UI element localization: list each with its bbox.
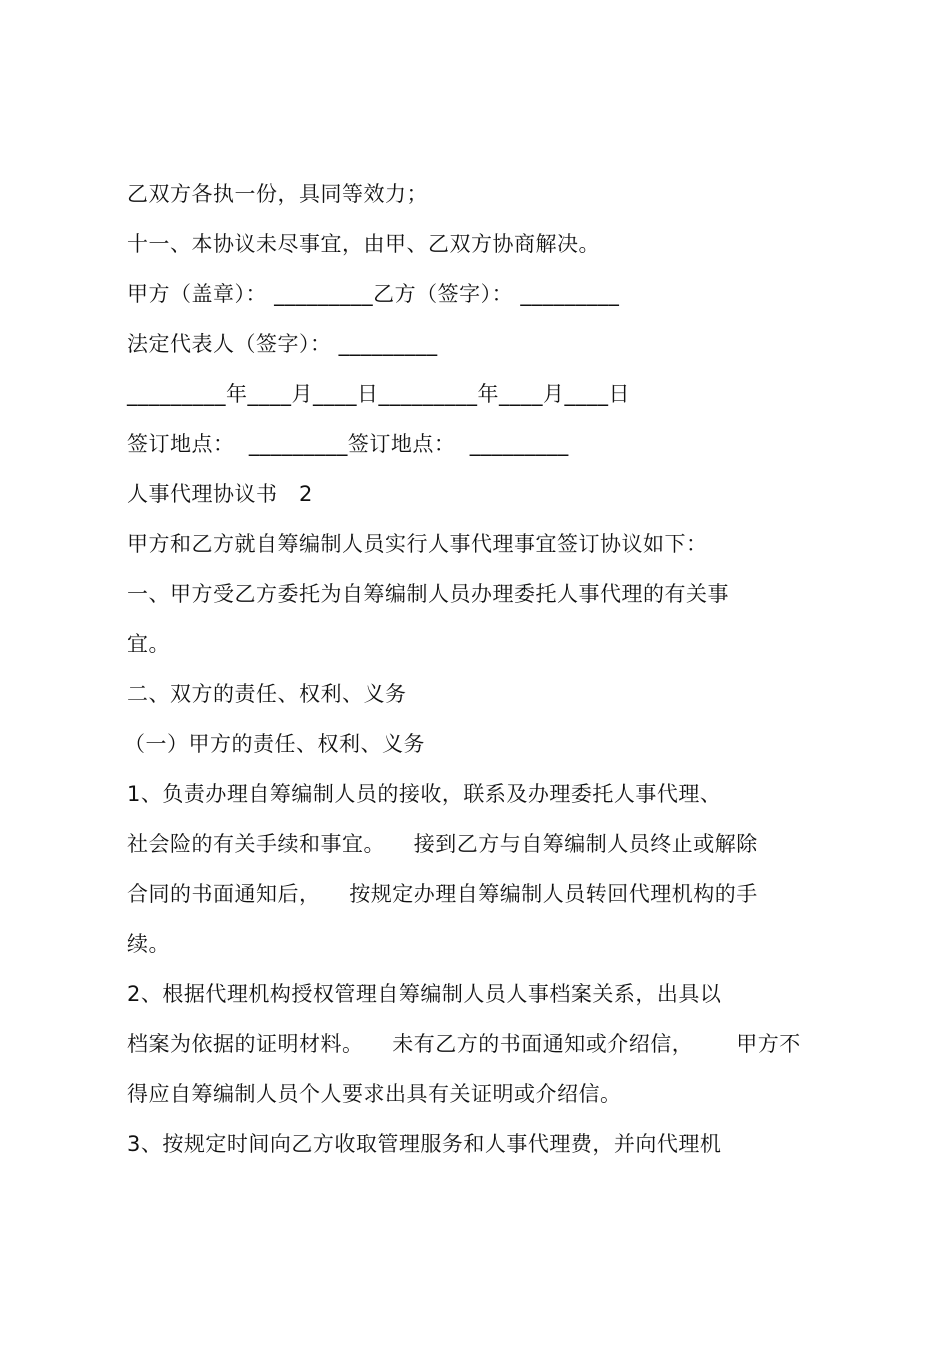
text-line: 得应自筹编制人员个人要求出具有关证明或介绍信。 — [127, 1082, 622, 1106]
signature-line: 法定代表人（签字）： _________ — [127, 332, 438, 356]
date-line: _________年____月____日_________年____月____日 — [127, 382, 630, 406]
text-line: 续。 — [127, 932, 170, 956]
text-line: 宜。 — [127, 632, 170, 656]
signature-line: 甲方（盖章）： _________乙方（签字）： _________ — [127, 282, 620, 306]
text-line: 社会险的有关手续和事宜。 接到乙方与自筹编制人员终止或解除 — [127, 832, 758, 856]
text-line: 甲方和乙方就自筹编制人员实行人事代理事宜签订协议如下： — [127, 532, 708, 556]
heading-line: （一）甲方的责任、权利、义务 — [124, 732, 425, 756]
text-line: 乙双方各执一份，具同等效力； — [127, 182, 428, 206]
text-line: 1、负责办理自筹编制人员的接收，联系及办理委托人事代理、 — [127, 782, 722, 806]
text-line: 档案为依据的证明材料。 未有乙方的书面通知或介绍信， 甲方不 — [127, 1032, 801, 1056]
text-line: 一、甲方受乙方委托为自筹编制人员办理委托人事代理的有关事 — [127, 582, 729, 606]
text-line: 合同的书面通知后， 按规定办理自筹编制人员转回代理机构的手 — [127, 882, 758, 906]
section-title: 人事代理协议书 2 — [127, 482, 313, 506]
heading-line: 二、双方的责任、权利、义务 — [127, 682, 407, 706]
text-line: 十一、本协议未尽事宜，由甲、乙双方协商解决。 — [127, 232, 600, 256]
location-line: 签订地点： _________签订地点： _________ — [127, 432, 569, 456]
text-line: 3、按规定时间向乙方收取管理服务和人事代理费，并向代理机 — [127, 1132, 722, 1156]
text-line: 2、根据代理机构授权管理自筹编制人员人事档案关系，出具以 — [127, 982, 722, 1006]
